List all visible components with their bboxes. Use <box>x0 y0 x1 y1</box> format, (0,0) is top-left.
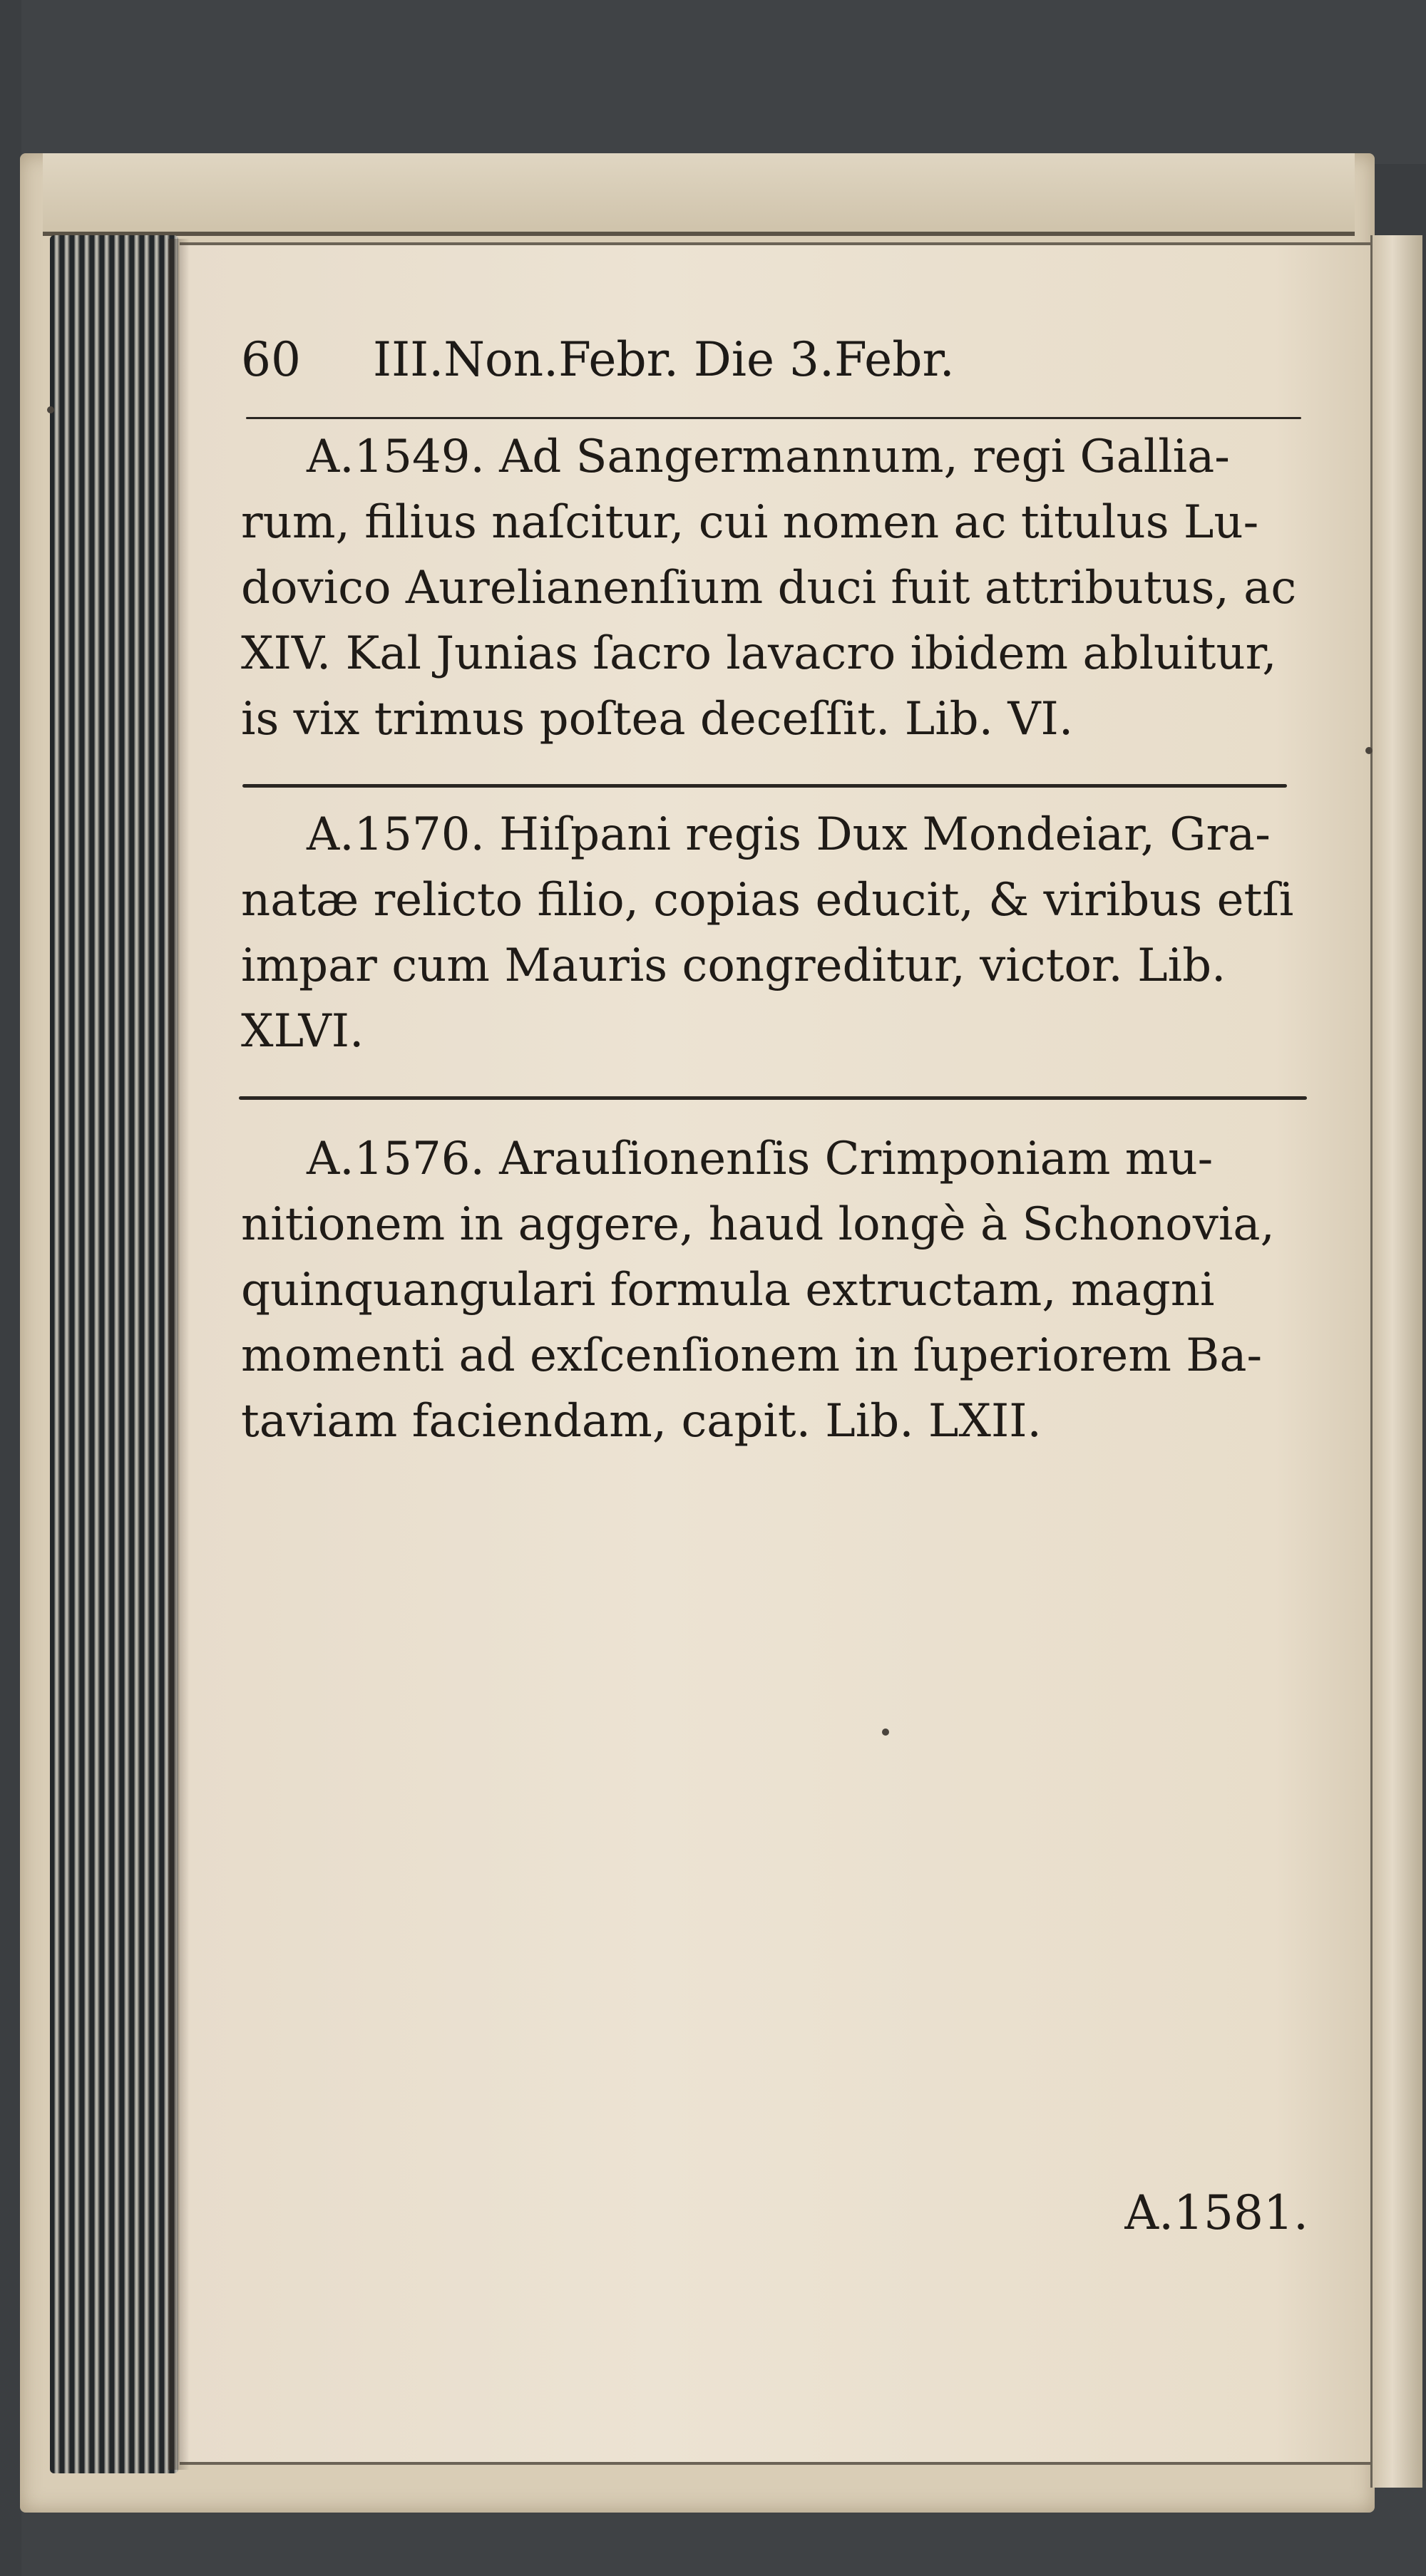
entry-line: natæ relicto filio, copias educit, & viribus etſi <box>241 874 1294 927</box>
running-header <box>241 331 1239 388</box>
paper-speck <box>47 406 54 413</box>
entry-3 <box>241 1126 1310 1454</box>
cover-top-strip <box>43 153 1355 236</box>
entry-1 <box>241 424 1310 752</box>
entry-line: is vix trimus poſtea deceſſit. Lib. VI. <box>241 693 1074 746</box>
entry-line: A.1576. Arauſionenſis Crimponiam mu- <box>307 1133 1214 1185</box>
paper-speck <box>882 1729 889 1736</box>
entry-line: dovico Aurelianenſium duci fuit attributus, ac <box>241 562 1297 614</box>
catchword: A.1581. <box>1124 2185 1308 2240</box>
gutter-shadow <box>168 239 190 2470</box>
background-left <box>0 0 21 2576</box>
entry-divider <box>242 784 1287 788</box>
paper-speck <box>1365 747 1373 754</box>
page-right-edge <box>1370 235 1422 2488</box>
entry-line: impar cum Mauris congreditur, victor. Lib. <box>241 939 1226 992</box>
running-title: III.Non.Febr. Die 3.Febr. <box>373 332 955 387</box>
entry-line: XIV. Kal Junias ſacro lavacro ibidem abluitur, <box>241 627 1277 680</box>
entry-2 <box>241 802 1310 1064</box>
entry-line: quinquangulari formula extructam, magni <box>241 1264 1215 1317</box>
page-block-edge <box>50 235 178 2473</box>
entry-line: momenti ad exſcenſionem in ſuperiorem Ba- <box>241 1329 1263 1382</box>
header-rule <box>246 417 1301 419</box>
entry-line: rum, filius naſcitur, cui nomen ac titulus Lu- <box>241 496 1259 549</box>
entry-line: A.1549. Ad Sangermannum, regi Gallia- <box>307 431 1230 483</box>
entry-divider <box>239 1096 1307 1100</box>
entry-line: nitionem in aggere, haud longè à Schonovia, <box>241 1198 1275 1251</box>
entry-line: taviam faciendam, capit. Lib. LXII. <box>241 1395 1042 1448</box>
background-top <box>0 0 1426 164</box>
entry-line: XLVI. <box>241 1005 364 1058</box>
page-number: 60 <box>241 332 301 387</box>
entry-line: A.1570. Hiſpani regis Dux Mondeiar, Gra- <box>307 808 1271 861</box>
